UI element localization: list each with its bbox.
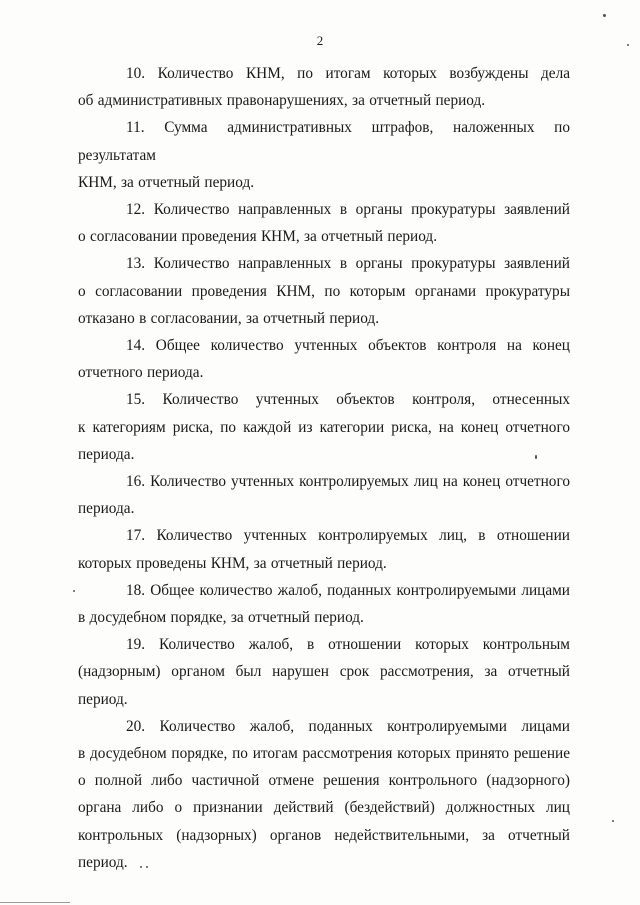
paragraph-last-line: в досудебном порядке, за отчетный период. (78, 609, 364, 627)
paragraph-last-line: период. (78, 853, 128, 871)
paragraph-line: (надзорным) органом был нарушен срок рассмотрения, за отчетный (78, 663, 570, 681)
list-item-paragraph (78, 332, 570, 386)
paragraph-first-line: 16. Количество учтенных контролируемых лиц на конец отчетного (126, 473, 570, 491)
list-item-paragraph (78, 60, 570, 114)
scan-speck (612, 820, 614, 822)
paragraph-line: органа либо о признании действий (бездействий) должностных лиц (78, 799, 570, 817)
paragraph-last-line: период. (78, 690, 128, 708)
list-item-paragraph (78, 250, 570, 332)
paragraph-first-line: 12. Количество направленных в органы прокуратуры заявлений (126, 201, 570, 219)
document-body (78, 60, 570, 876)
list-item-paragraph (78, 522, 570, 576)
paragraph-last-line: о согласовании проведения КНМ, за отчетный период. (78, 228, 438, 246)
scan-speck (603, 14, 606, 17)
list-item-paragraph (78, 386, 570, 468)
list-item-paragraph (78, 196, 570, 250)
scan-speck (140, 866, 142, 868)
paragraph-first-line: 17. Количество учтенных контролируемых лиц, в отношении (126, 527, 570, 545)
paragraph-line: к категориям риска, по каждой из категории риска, на конец отчетного (78, 418, 570, 436)
paragraph-first-line: 18. Общее количество жалоб, поданных контролируемыми лицами (126, 581, 570, 599)
scan-edge-line (0, 902, 70, 903)
paragraph-last-line: периода. (78, 500, 135, 518)
scan-speck (535, 455, 537, 459)
list-item-paragraph (78, 577, 570, 631)
paragraph-first-line: 13. Количество направленных в органы прокуратуры заявлений (126, 255, 570, 273)
paragraph-first-line: 19. Количество жалоб, в отношении которых контрольным (126, 636, 570, 654)
paragraph-first-line: 11. Сумма административных штрафов, наложенных по результатам (78, 119, 570, 164)
paragraph-first-line: 15. Количество учтенных объектов контроля, отнесенных (126, 391, 570, 409)
list-item-paragraph (78, 631, 570, 713)
paragraph-line: о полной либо частичной отмене решения контрольного (надзорного) (78, 772, 570, 790)
paragraph-last-line: периода. (78, 445, 135, 463)
list-item-paragraph (78, 468, 570, 522)
paragraph-last-line: которых проведены КНМ, за отчетный период. (78, 554, 387, 572)
scan-speck (146, 866, 148, 868)
paragraph-line: о согласовании проведения КНМ, по которым органами прокуратуры (78, 282, 570, 300)
paragraph-first-line: 14. Общее количество учтенных объектов контроля на конец (126, 337, 570, 355)
scan-speck (73, 590, 75, 592)
paragraph-line: в досудебном порядке, по итогам рассмотрения которых принято решение (78, 745, 570, 763)
paragraph-first-line: 10. Количество КНМ, по итогам которых возбуждены дела (126, 65, 570, 82)
paragraph-line: контрольных (надзорных) органов недействительными, за отчетный (78, 826, 570, 844)
paragraph-last-line: отчетного периода. (78, 364, 204, 382)
scan-speck (627, 44, 629, 46)
paragraph-first-line: 20. Количество жалоб, поданных контролируемыми лицами (126, 717, 570, 735)
paragraph-last-line: отказано в согласовании, за отчетный период. (78, 309, 380, 327)
page-number: 2 (316, 33, 324, 48)
paragraph-last-line: об административных правонарушениях, за отчетный период. (78, 92, 486, 110)
list-item-paragraph (78, 114, 570, 196)
list-item-paragraph (78, 713, 570, 876)
paragraph-last-line: КНМ, за отчетный период. (78, 173, 255, 191)
